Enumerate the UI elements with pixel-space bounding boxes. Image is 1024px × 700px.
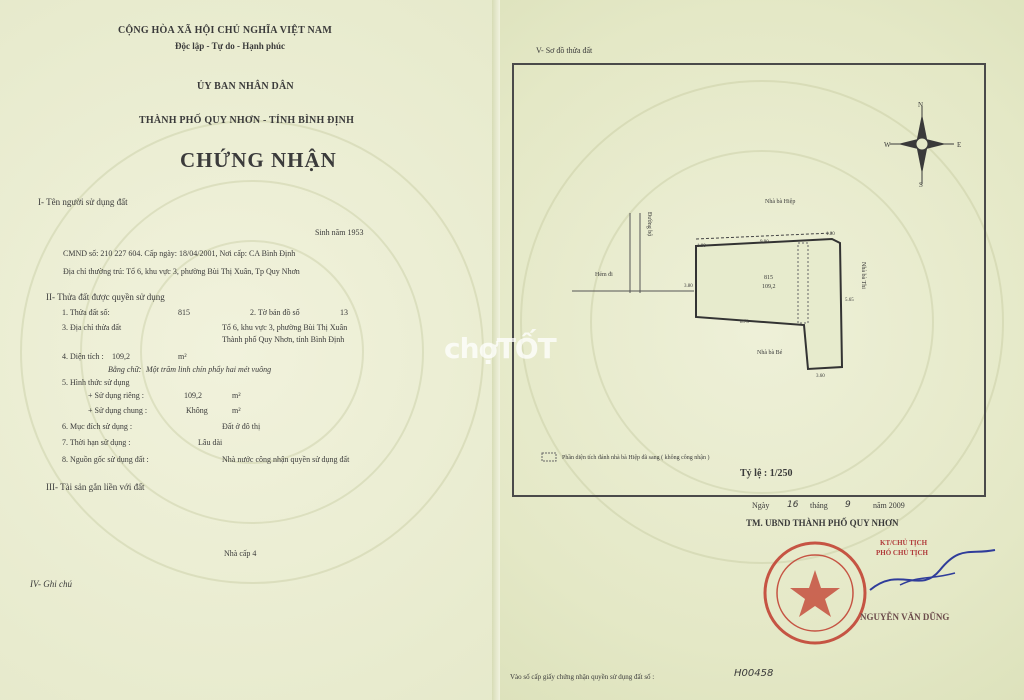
dim-top-right: 1.80	[826, 232, 835, 237]
compass-north: N	[918, 101, 924, 109]
purpose-value: Đất ở đô thị	[222, 422, 261, 431]
term-label: 7. Thời hạn sử dụng :	[62, 438, 131, 447]
parcel-number-value: 815	[178, 308, 190, 317]
parcel-address-value: Tổ 6, khu vực 3, phường Bùi Thị Xuân	[222, 323, 348, 332]
asset-description: Nhà cấp 4	[224, 549, 257, 558]
road-label: Đường bộ	[646, 212, 652, 237]
dim-top-left: 1.80	[697, 244, 706, 249]
area-in-words-label: Bằng chữ:	[108, 365, 142, 374]
watermark: chợTỐT	[444, 332, 556, 365]
city-name: THÀNH PHỐ QUY NHƠN - TỈNH BÌNH ĐỊNH	[139, 115, 355, 126]
purpose-label: 6. Mục đích sử dụng :	[62, 422, 133, 431]
committee-name: ỦY BAN NHÂN DÂN	[197, 81, 294, 92]
area-value: 109,2	[112, 352, 130, 361]
date-prefix: Ngày	[752, 501, 770, 510]
neighbor-east: Nhà bà Thi	[860, 262, 866, 289]
neighbor-north: Nhà bà Hiệp	[765, 199, 796, 205]
plot-drawing	[512, 63, 982, 493]
birth-year: Sinh năm 1953	[315, 228, 364, 237]
issuing-authority: TM. UBND THÀNH PHỐ QUY NHƠN	[746, 518, 899, 528]
legend-text: Phần diện tích đánh nhà bà Hiệp đã sang ( không công nhận )	[562, 455, 710, 461]
section-4-heading: IV- Ghi chú	[30, 579, 72, 589]
section-3-heading: III- Tài sản gắn liền với đất	[46, 482, 145, 492]
signer-name: NGUYỄN VĂN DŨNG	[860, 612, 950, 622]
common-use-value: Không	[186, 406, 208, 415]
national-title: CỘNG HÒA XÃ HỘI CHỦ NGHĨA VIỆT NAM	[118, 25, 332, 36]
section-2-heading: II- Thửa đất được quyền sử dụng	[46, 292, 165, 302]
scale: Tỷ lệ : 1/250	[740, 468, 793, 479]
common-use-unit: m²	[232, 406, 241, 415]
dim-right: 5.65	[845, 298, 854, 303]
dim-bottom-right: 3.60	[816, 374, 825, 379]
left-page	[0, 0, 500, 700]
legend-swatch	[542, 453, 556, 461]
private-use-label: + Sử dụng riêng :	[88, 391, 144, 400]
guilloche-pattern	[80, 180, 424, 524]
date-day: 16	[787, 500, 799, 510]
origin-label: 8. Nguồn gốc sử dụng đất :	[62, 455, 149, 464]
compass-east: E	[957, 141, 962, 149]
date-year: năm 2009	[873, 501, 905, 510]
id-card-info: CMND số: 210 227 604. Cấp ngày: 18/04/2001, Nơi cấp: CA Bình Định	[63, 249, 296, 258]
signer-role-2: PHÓ CHỦ TỊCH	[876, 549, 928, 557]
official-seal-icon	[760, 538, 870, 648]
private-use-unit: m²	[232, 391, 241, 400]
neighbor-south: Nhà bà Bé	[757, 350, 783, 356]
dim-bottom: 8.73	[740, 320, 749, 325]
area-label: 4. Diện tích :	[62, 352, 104, 361]
dim-left: 3.80	[684, 284, 693, 289]
signature-icon	[860, 545, 1000, 605]
certificate-title: CHỨNG NHẬN	[180, 148, 337, 172]
registry-label: Vào số cấp giấy chứng nhận quyền sử dụng đất số :	[510, 673, 655, 681]
date-month-label: tháng	[810, 501, 828, 510]
origin-value: Nhà nước công nhận quyền sử dụng đất	[222, 455, 350, 464]
private-use-value: 109,2	[184, 391, 202, 400]
usage-form-label: 5. Hình thức sử dụng	[62, 378, 130, 387]
map-sheet-label: 2. Tờ bản đồ số	[250, 308, 300, 317]
area-unit: m²	[178, 352, 187, 361]
signer-role-1: KT/CHỦ TỊCH	[880, 539, 928, 547]
compass-south: S	[919, 181, 923, 189]
area-in-words: Một trăm linh chín phẩy hai mét vuông	[146, 365, 272, 374]
plot-number: 815	[764, 275, 773, 281]
motto: Độc lập - Tự do - Hạnh phúc	[175, 41, 286, 51]
term-value: Lâu dài	[198, 438, 223, 447]
parcel-address-label: 3. Địa chỉ thửa đất	[62, 323, 122, 332]
neighbor-west: Hẻm đi	[595, 272, 613, 278]
plot-area: 109,2	[762, 284, 776, 290]
parcel-address-value-2: Thành phố Quy Nhơn, tỉnh Bình Định	[222, 335, 345, 344]
dim-top: 9.90	[760, 240, 769, 245]
section-1-heading: I- Tên người sử dụng đất	[38, 197, 128, 207]
compass-west: W	[884, 141, 891, 149]
common-use-label: + Sử dụng chung :	[88, 406, 148, 415]
section-5-heading: V- Sơ đồ thửa đất	[536, 46, 593, 55]
date-month: 9	[845, 500, 851, 510]
parcel-number-label: 1. Thửa đất số:	[62, 308, 110, 317]
permanent-address: Địa chỉ thường trú: Tổ 6, khu vực 3, phường Bùi Thị Xuân, Tp Quy Nhơn	[63, 267, 300, 276]
map-sheet-value: 13	[340, 308, 348, 317]
registry-number: H00458	[734, 668, 774, 679]
